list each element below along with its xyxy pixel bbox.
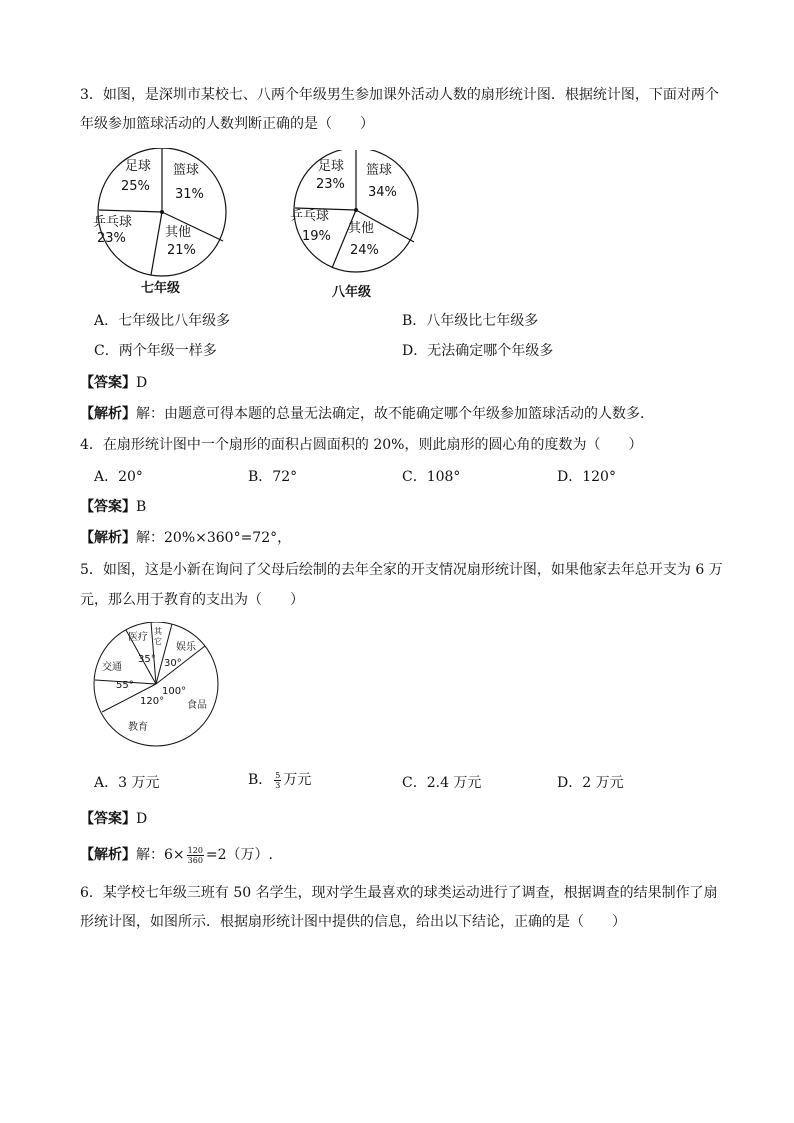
q4-option-b: B．72° — [248, 469, 298, 485]
q5-analysis-numerator: 120 — [187, 845, 203, 855]
q5-option-b-denominator: 3 — [275, 780, 281, 790]
q5-analysis-prefix: 解：6× — [136, 847, 185, 863]
q4-stem: 4．在扇形统计图中一个扇形的面积占圆面积的 20%，则此扇形的圆心角的度数为（ ） — [80, 437, 643, 453]
q4-option-a: A．20° — [94, 469, 143, 485]
grade8-label-football: 足球 — [318, 159, 345, 174]
q5-answer-value: D — [136, 811, 148, 827]
grade7-center-dot — [160, 210, 164, 214]
q4-answer — [80, 497, 146, 517]
expenses-angle-food: 100° — [162, 686, 187, 697]
q5-answer-label: 【答案】 — [80, 811, 136, 827]
q3-stem-line1: 3．如图，是深圳市某校七、八两个年级男生参加课外活动人数的扇形统计图．根据统计图，下面对两个 — [80, 87, 719, 103]
q3-analysis-text: 解：由题意可得本题的总量无法确定，故不能确定哪个年级参加篮球活动的人数多． — [136, 406, 654, 422]
grade7-divider-left — [99, 210, 162, 212]
grade7-label-football: 足球 — [125, 159, 152, 174]
expenses-label-other-1: 其 — [154, 627, 162, 636]
grade8-title: 八年级 — [332, 285, 372, 300]
q3-option-b: B．八年级比七年级多 — [402, 313, 539, 329]
expenses-angle-entertainment: 30° — [164, 658, 182, 669]
grade8-pct-basketball: 34% — [368, 185, 397, 200]
q5-option-b-numerator: 5 — [275, 770, 281, 780]
grade8-divider-bottom — [332, 210, 356, 268]
q4-option-d: D．120° — [557, 469, 616, 485]
grade8-label-basketball: 篮球 — [366, 163, 393, 178]
q5-analysis-suffix: =2（万）. — [205, 847, 274, 863]
q3-option-a: A．七年级比八年级多 — [94, 313, 231, 329]
grade8-center-dot — [354, 208, 358, 212]
q5-analysis-label: 【解析】 — [80, 847, 136, 863]
q5-option-c: C．2.4 万元 — [402, 775, 482, 791]
q5-option-a: A．3 万元 — [94, 775, 160, 791]
q3-answer-value: D — [136, 375, 148, 391]
expenses-angle-traffic: 55° — [116, 680, 134, 691]
grade7-label-other: 其他 — [165, 225, 192, 240]
q4-analysis-label: 【解析】 — [80, 530, 136, 546]
q6-stem-line2: 形统计图，如图所示．根据扇形统计图中提供的信息，给出以下结论，正确的是（ ） — [80, 914, 626, 930]
q5-option-b — [248, 770, 311, 790]
q5-option-d: D．2 万元 — [557, 775, 624, 791]
q5-stem-line2: 元，那么用于教育的支出为（ ） — [80, 592, 304, 608]
q5-stem-line1: 5．如图，这是小新在询问了父母后绘制的去年全家的开支情况扇形统计图，如果他家去年总开支为 6 万 — [80, 562, 723, 578]
pie-chart-grade7 — [85, 148, 245, 298]
q5-analysis-denominator: 360 — [187, 855, 203, 865]
q3-stem-line2: 年级参加篮球活动的人数判断正确的是（ ） — [80, 116, 374, 132]
grade7-pct-other: 21% — [167, 243, 196, 258]
expenses-label-entertainment: 娱乐 — [176, 642, 196, 653]
grade8-pct-football: 23% — [316, 177, 345, 192]
grade7-pct-basketball: 31% — [175, 187, 204, 202]
expenses-angle-education: 120° — [140, 696, 165, 707]
grade8-label-pingpong: 乒乓球 — [290, 209, 330, 224]
grade7-label-pingpong: 乒乓球 — [93, 215, 133, 230]
q5-analysis-fraction — [187, 846, 204, 865]
expenses-label-traffic: 交通 — [102, 662, 122, 673]
q3-analysis — [80, 404, 654, 424]
grade8-label-other: 其他 — [348, 221, 375, 236]
expenses-angle-medical: 35° — [138, 654, 156, 665]
expenses-label-education: 教育 — [128, 722, 148, 733]
grade7-title: 七年级 — [141, 281, 181, 296]
q5-analysis — [80, 845, 273, 865]
expenses-label-other-2: 它 — [154, 637, 162, 646]
q4-answer-label: 【答案】 — [80, 499, 136, 515]
q5-option-b-prefix: B． — [248, 772, 273, 788]
expenses-label-food: 食品 — [187, 700, 207, 711]
q5-option-b-suffix: 万元 — [283, 772, 312, 788]
q3-option-c: C．两个年级一样多 — [94, 343, 217, 359]
q3-option-d: D．无法确定哪个年级多 — [402, 343, 554, 359]
grade8-pct-other: 24% — [350, 243, 379, 258]
q5-option-b-fraction — [274, 771, 281, 790]
grade8-pct-pingpong: 19% — [302, 229, 331, 244]
expenses-label-medical: 医疗 — [128, 632, 148, 643]
grade7-divider-bottom — [151, 212, 162, 275]
pie-chart-expenses — [92, 622, 222, 752]
q4-option-c: C．108° — [402, 469, 461, 485]
q3-answer — [80, 373, 147, 393]
q4-answer-value: B — [136, 499, 147, 515]
pie-chart-grade8 — [282, 150, 442, 300]
grade7-pct-pingpong: 23% — [97, 231, 126, 246]
q4-analysis — [80, 528, 291, 548]
q4-analysis-text: 解：20%×360°=72°， — [136, 530, 292, 546]
q5-answer — [80, 809, 147, 829]
q3-answer-label: 【答案】 — [80, 375, 136, 391]
grade7-label-basketball: 篮球 — [173, 163, 200, 178]
q3-analysis-label: 【解析】 — [80, 406, 136, 422]
q6-stem-line1: 6．某学校七年级三班有 50 名学生，现对学生最喜欢的球类运动进行了调查，根据调查的结果制作了扇 — [80, 885, 718, 901]
grade7-pct-football: 25% — [121, 179, 150, 194]
